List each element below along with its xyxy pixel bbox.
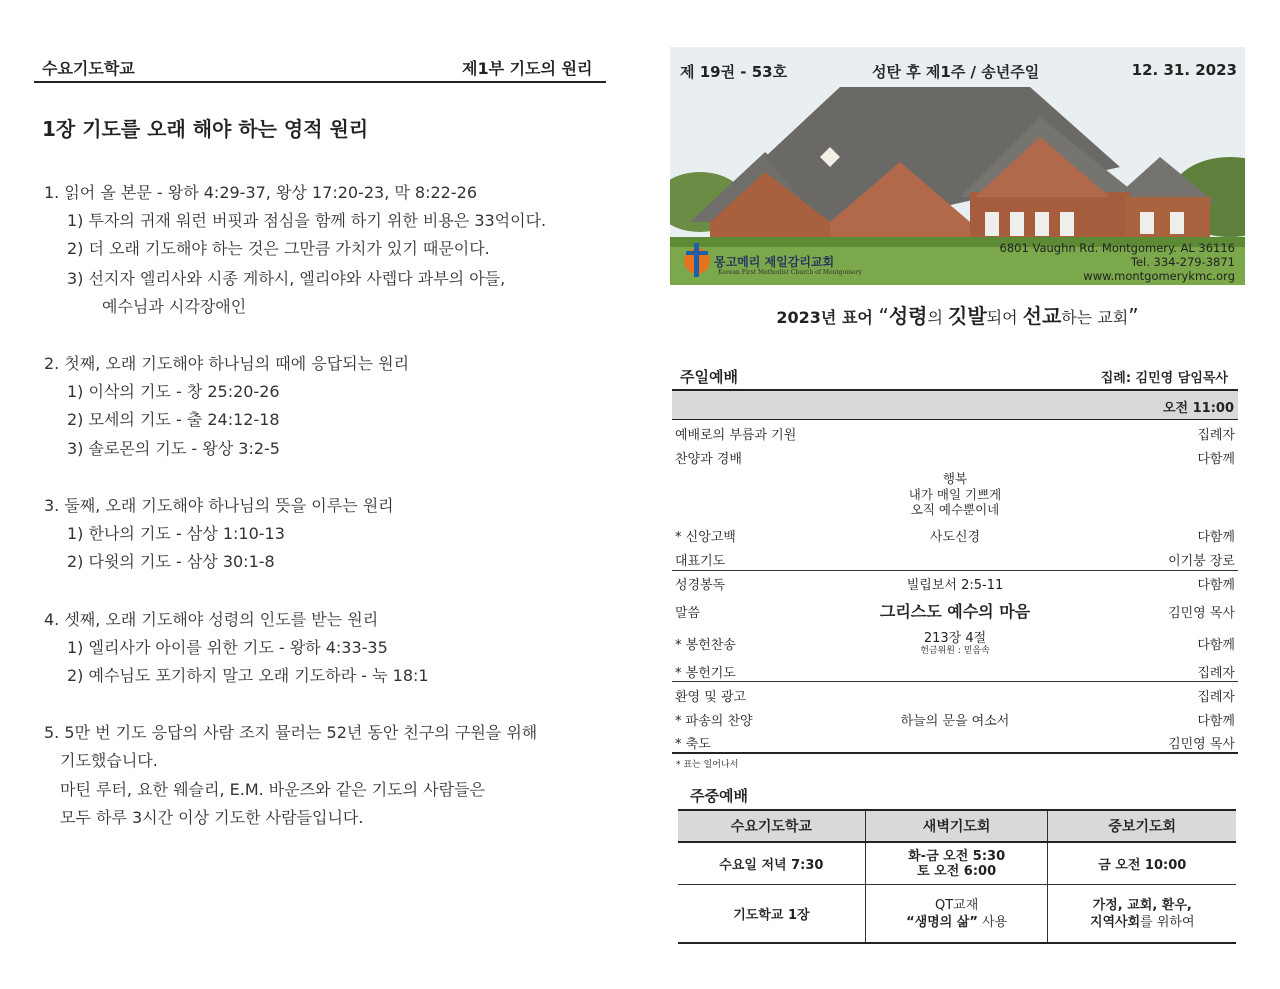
order-item: [672, 626, 1238, 658]
order-role: 다함께: [1197, 530, 1235, 545]
cell-line: QT교재: [934, 897, 979, 913]
church-website: www.montgomerykmc.org: [1083, 269, 1235, 283]
motto-year: 2023년 표어: [776, 308, 873, 327]
outline-line: 예수님과 시각장애인: [102, 297, 247, 316]
order-item: [672, 570, 1238, 594]
motto-word: 깃발: [948, 304, 987, 328]
order-name: * 파송의 찬양: [675, 714, 753, 729]
table-cell: [1048, 885, 1236, 944]
order-name: 말씀: [675, 606, 701, 621]
offering-ushers: 헌금위원 : 믿음속: [920, 646, 990, 656]
service-time: 오전 11:00: [1162, 401, 1234, 416]
header-rule: [34, 81, 606, 83]
outline-line: 1) 한나의 기도 - 삼상 1:10-13: [67, 524, 285, 543]
table-cell: 기도학교 1장: [678, 885, 865, 944]
order-detail: 하늘의 문을 여소서: [900, 714, 1010, 729]
order-item: [672, 706, 1238, 730]
cell-line: [1049, 914, 1235, 931]
table-cell: [865, 842, 1048, 885]
order-item: [672, 658, 1238, 682]
order-role: 집례자: [1197, 428, 1235, 443]
outline-line: 1) 엘리사가 아이를 위한 기도 - 왕하 4:33-35: [67, 638, 388, 657]
bulletin-date: 12. 31. 2023: [1131, 61, 1237, 79]
order-role: 김민영 목사: [1168, 737, 1235, 752]
outline-line: 2) 다윗의 기도 - 삼상 30:1-8: [67, 552, 275, 571]
church-address: 6801 Vaughn Rd. Montgomery. AL 36116: [999, 241, 1235, 255]
outline-line: 3) 솔로몬의 기도 - 왕상 3:2-5: [67, 439, 280, 458]
table-row: [678, 842, 1236, 885]
outline-line: 모두 하루 3시간 이상 기도한 사람들입니다.: [60, 808, 364, 827]
cell-text: 사용: [977, 914, 1008, 930]
table-row: [678, 885, 1236, 944]
order-name: 성경봉독: [675, 578, 726, 593]
order-name: * 봉헌기도: [675, 666, 736, 681]
column-header: 새벽기도회: [865, 810, 1048, 842]
cell-line: 화-금 오전 5:30: [908, 848, 1006, 864]
order-role: 다함께: [1197, 578, 1235, 593]
praise-song: 행복: [942, 471, 968, 486]
motto-text: 하는 교회: [1061, 308, 1129, 327]
praise-song-list: [672, 471, 1238, 518]
quote-open: “: [878, 304, 889, 328]
volume-number: 제 19권 - 53호: [680, 63, 788, 81]
church-name-english: Korean First Methodist Church of Montgomery: [718, 269, 862, 276]
outline-line: 3. 둘째, 오래 기도해야 하나님의 뜻을 이루는 원리: [44, 496, 394, 515]
page-header-left: 수요기도학교: [42, 59, 135, 78]
motto-word: 선교: [1022, 304, 1062, 328]
order-detail: 사도신경: [929, 530, 981, 545]
outline-line: 기도했습니다.: [60, 751, 158, 770]
order-role: 다함께: [1197, 638, 1235, 653]
order-name: * 봉헌찬송: [675, 638, 736, 653]
table-header-row: [678, 810, 1236, 842]
order-item: [672, 682, 1238, 706]
sermon-title: 그리스도 예수의 마음: [879, 602, 1031, 621]
outline-line: 5. 5만 번 기도 응답의 사람 조지 뮬러는 52년 동안 친구의 구원을 위해: [44, 723, 538, 742]
order-role: 이기붕 장로: [1168, 554, 1235, 569]
order-name: 예배로의 부름과 기원: [675, 428, 797, 443]
year-motto: [670, 300, 1245, 329]
order-detail: 빌립보서 2:5-11: [906, 578, 1004, 593]
order-item: [672, 420, 1238, 444]
order-item: [672, 522, 1238, 546]
outline-line: 1) 이삭의 기도 - 창 25:20-26: [67, 382, 280, 401]
outline-line: 3) 선지자 엘리사와 시종 게하시, 엘리야와 사렙다 과부의 아들,: [67, 269, 506, 288]
divider: [672, 752, 1238, 754]
column-header: 중보기도회: [1048, 810, 1236, 842]
standing-note: * 표는 일어나서: [676, 760, 739, 770]
service-leader: 집례: 김민영 담임목사: [1100, 371, 1228, 386]
column-header: 수요기도학교: [678, 810, 865, 842]
order-name: 환영 및 광고: [675, 690, 747, 705]
outline-line: 1) 투자의 귀재 워런 버핏과 점심을 함께 하기 위한 비용은 33억이다.: [67, 211, 547, 230]
table-cell: 수요일 저녁 7:30: [678, 842, 865, 885]
cell-bold: 지역사회: [1089, 914, 1141, 930]
order-item: [672, 729, 1238, 753]
church-phone: Tel. 334-279-3871: [1130, 255, 1235, 269]
chapter-title: 1장 기도를 오래 해야 하는 영적 원리: [42, 117, 369, 141]
order-role: 다함께: [1197, 714, 1235, 729]
praise-song: 내가 매일 기쁘게: [908, 486, 1002, 502]
motto-text: 의: [927, 308, 949, 327]
order-item: [672, 597, 1238, 625]
order-role: 집례자: [1197, 666, 1235, 681]
outline-line: 2) 더 오래 기도해야 하는 것은 그만큼 가치가 있기 때문이다.: [67, 239, 490, 258]
weekday-service-title: 주중예배: [690, 787, 748, 805]
bulletin-banner: [670, 47, 1245, 285]
order-detail: 213장 4절: [923, 631, 987, 646]
table-cell: 금 오전 10:00: [1048, 842, 1236, 885]
table-cell: [865, 885, 1048, 944]
page-header-right: 제1부 기도의 원리: [462, 59, 593, 78]
outline-line: 2) 모세의 기도 - 출 24:12-18: [67, 410, 280, 429]
service-time-band: [672, 389, 1238, 420]
order-item: [672, 546, 1238, 570]
order-role: 김민영 목사: [1168, 606, 1235, 621]
cell-line: [867, 914, 1047, 931]
quote-close: ”: [1128, 304, 1139, 328]
outline-line: 2) 예수님도 포기하지 말고 오래 기도하라 - 눅 18:1: [67, 666, 429, 685]
order-role: 다함께: [1197, 452, 1235, 467]
weekday-schedule-table: [678, 809, 1236, 944]
order-role: 집례자: [1197, 690, 1235, 705]
praise-song: 오직 예수뿐이네: [910, 502, 1000, 517]
outline-line: 2. 첫째, 오래 기도해야 하나님의 때에 응답되는 원리: [44, 354, 410, 373]
motto-word: 성령: [888, 304, 928, 328]
order-name: 대표기도: [675, 554, 726, 569]
liturgical-week: 성탄 후 제1주 / 송년주일: [872, 63, 1040, 81]
outline-line: 4. 셋째, 오래 기도해야 성령의 인도를 받는 원리: [44, 610, 379, 629]
order-item: [672, 444, 1238, 468]
order-name: * 축도: [675, 737, 711, 752]
cell-line: 가정, 교회, 환우,: [1092, 897, 1192, 913]
cell-line: 토 오전 6:00: [917, 863, 997, 879]
qt-book-title: “생명의 삶”: [906, 914, 978, 930]
order-name: 찬양과 경배: [675, 452, 742, 467]
sunday-service-title: 주일예배: [680, 368, 738, 386]
church-name: 몽고메리 제일감리교회: [714, 255, 835, 269]
order-name: * 신앙고백: [675, 530, 736, 545]
cell-text: 를 위하여: [1140, 914, 1195, 930]
outline-line: 마틴 루터, 요한 웨슬리, E.M. 바운즈와 같은 기도의 사람들은: [60, 780, 485, 799]
outline-line: 1. 읽어 올 본문 - 왕하 4:29-37, 왕상 17:20-23, 막 8:22-26: [44, 183, 477, 202]
motto-text: 되어: [986, 308, 1023, 327]
